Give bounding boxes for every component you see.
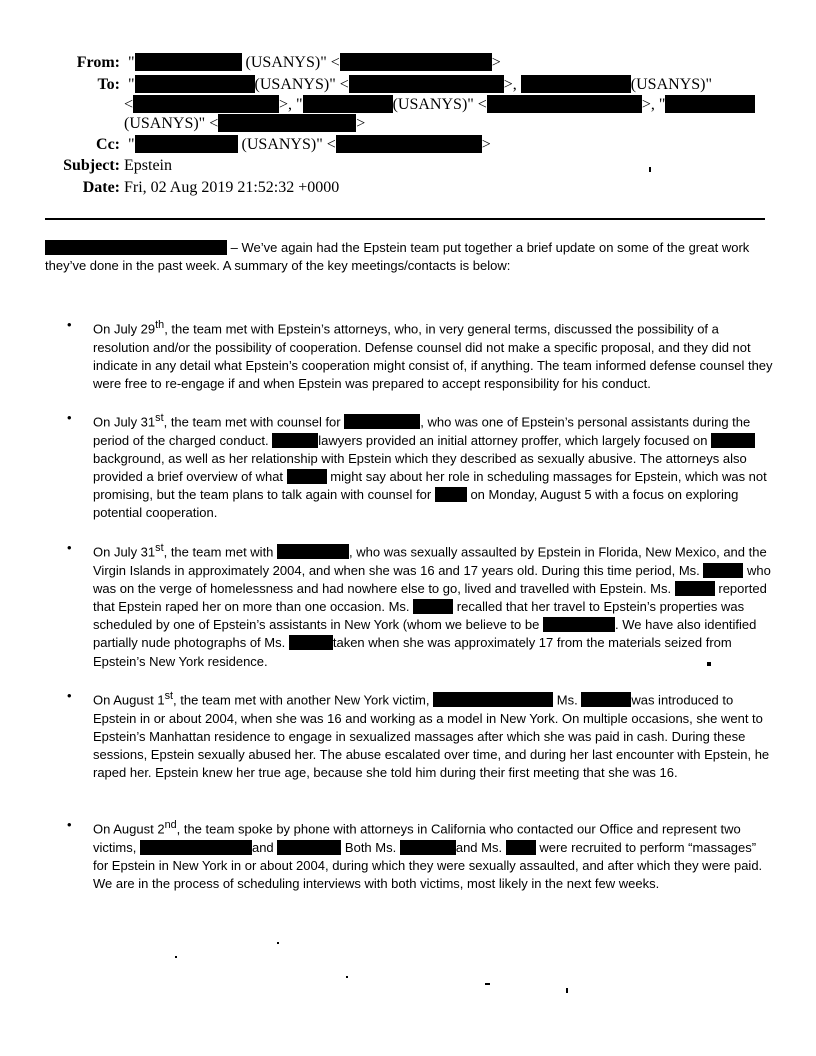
date-value: Fri, 02 Aug 2019 21:52:32 +0000 bbox=[124, 179, 340, 196]
bullet-icon: • bbox=[67, 410, 72, 425]
bullet-item: • On July 29th, the team met with Epstein’s attorneys, who, in very general terms, discussed the possibility of a resolution and/or the possibility of cooperation. Defense counsel did not make a specific proposal, and they did not indicate in any detail what Epstein’s cooperation might consist of, if anything. The team informed defense counsel they were free to re-engage if and when Epstein was prepared to accept responsibility for his conduct. bbox=[67, 317, 773, 391]
scan-speck bbox=[649, 167, 651, 172]
redaction bbox=[140, 840, 252, 855]
bullet-icon: • bbox=[67, 817, 72, 832]
bullet-item: • On August 2nd, the team spoke by phone with attorneys in California who contacted our Office and represent two victims, and Both Ms. and Ms. were recruited to perform “massages” for Epstein in New York in or about 2004, during which they were sexually assaulted, and after which they were paid. We are in the process of scheduling interviews with both victims, most likely in the next few weeks. bbox=[67, 817, 763, 891]
redaction bbox=[344, 414, 420, 429]
cc-row: Cc: " (USANYS)" < > bbox=[0, 135, 491, 155]
redaction bbox=[435, 487, 467, 502]
redaction bbox=[413, 599, 453, 614]
subject-row bbox=[0, 156, 172, 176]
redaction bbox=[340, 53, 492, 71]
redaction bbox=[543, 617, 615, 632]
scan-speck bbox=[707, 662, 711, 666]
redaction bbox=[133, 95, 279, 113]
redaction bbox=[135, 135, 238, 153]
to-row-3: (USANYS)" < > bbox=[124, 115, 366, 132]
to-label: To: bbox=[97, 76, 120, 93]
redaction bbox=[581, 692, 631, 707]
redaction bbox=[135, 75, 255, 93]
redaction bbox=[665, 95, 755, 113]
redaction bbox=[711, 433, 755, 448]
redaction bbox=[336, 135, 482, 153]
date-label: Date: bbox=[82, 179, 120, 196]
redaction bbox=[277, 840, 341, 855]
redaction bbox=[487, 95, 642, 113]
redaction bbox=[506, 840, 536, 855]
redaction bbox=[287, 469, 327, 484]
bullet-icon: • bbox=[67, 688, 72, 703]
redaction bbox=[218, 114, 356, 132]
intro-paragraph: – We’ve again had the Epstein team put together a brief update on some of the great work they’ve done in the past week. A summary of the key meetings/contacts is below: bbox=[45, 240, 750, 273]
bullet-item: • On July 31st, the team met with , who was sexually assaulted by Epstein in Florida, New Mexico, and the Virgin Islands in approximately 2004, and when she was 16 and 17 years old. During this time period, Ms. who was on the verge of homelessness and had nowhere else to go, lived and travelled with Epstein. Ms. reported that Epstein raped her on more than one occasion. Ms. recalled that her travel to Epstein’s properties was scheduled by one of Epstein’s assistants in New York (whom we believe to be . We have also identified partially nude photographs of Ms. taken when she was approximately 17 from the materials seized from Epstein’s New York residence. bbox=[67, 540, 771, 669]
to-row-2: < >, " (USANYS)" < >, " bbox=[124, 95, 755, 115]
bullet-icon: • bbox=[67, 317, 72, 332]
from-label: From: bbox=[76, 54, 120, 71]
redaction bbox=[675, 581, 715, 596]
redaction bbox=[433, 692, 553, 707]
redaction bbox=[135, 53, 242, 71]
redaction bbox=[703, 563, 743, 578]
redaction bbox=[45, 240, 227, 255]
redaction bbox=[289, 635, 333, 650]
from-value: (USANYS)" < bbox=[245, 54, 340, 71]
bullet-icon: • bbox=[67, 540, 72, 555]
header-divider bbox=[45, 218, 765, 220]
scan-speck bbox=[277, 942, 279, 944]
redaction bbox=[349, 75, 504, 93]
redaction bbox=[521, 75, 631, 93]
scan-speck bbox=[346, 976, 348, 978]
redaction bbox=[303, 95, 393, 113]
redaction bbox=[400, 840, 456, 855]
cc-label: Cc: bbox=[96, 136, 120, 153]
subject-label: Subject: bbox=[63, 157, 120, 174]
bullet-item: • On July 31st, the team met with counsel for , who was one of Epstein’s personal assistants during the period of the charged conduct. lawyers provided an initial attorney proffer, which largely focused on background, as well as her relationship with Epstein which they described as sexually abusive. The attorneys also provided a brief overview of what might say about her role in scheduling massages for Epstein, which was not promising, but the team plans to talk again with counsel for on Monday, August 5 with a focus on exploring potential cooperation. bbox=[67, 410, 767, 521]
subject-value: Epstein bbox=[124, 157, 172, 174]
scan-speck bbox=[485, 983, 490, 985]
redaction bbox=[272, 433, 318, 448]
date-row bbox=[0, 178, 339, 198]
scan-speck bbox=[566, 988, 568, 993]
scan-speck bbox=[175, 956, 177, 958]
from-row: From: " (USANYS)" < > bbox=[0, 53, 501, 73]
bullet-item: • On August 1st, the team met with another New York victim, Ms. was introduced to Epstein in or about 2004, when she was 16 and working as a model in New York. On multiple occasions, she went to Epstein’s Manhattan residence to engage in sexualized massages after which she was paid in cash. During these sessions, Epstein sexually abused her. The abuse escalated over time, and during her last encounter with Epstein, he raped her. Epstein knew her true age, because she told him during their first meeting that she was 16. bbox=[67, 688, 770, 781]
to-row: To: " (USANYS)" < >, (USANYS)" bbox=[0, 75, 712, 95]
redaction bbox=[277, 544, 349, 559]
